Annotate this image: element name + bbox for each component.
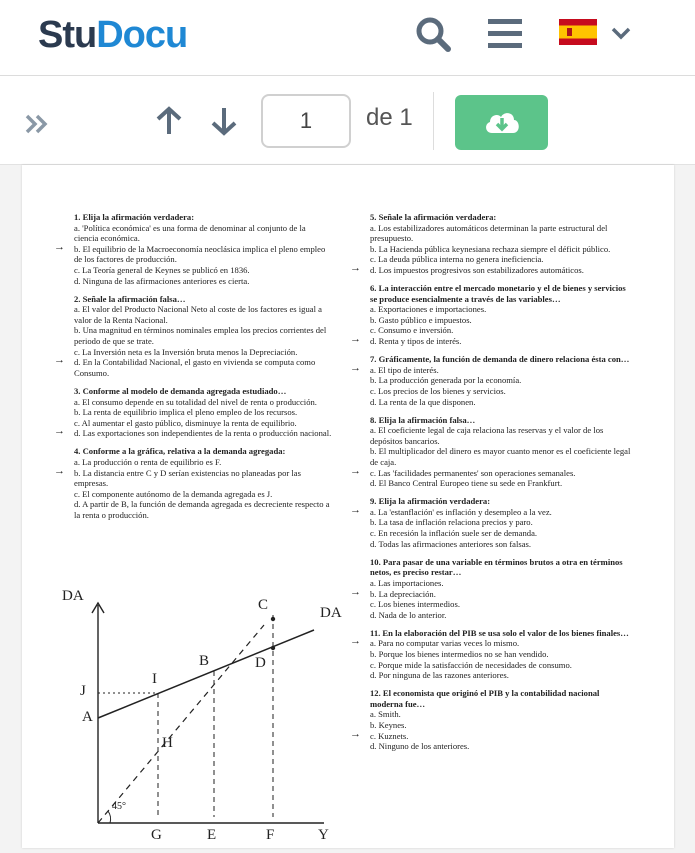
handwritten-arrow-icon: → — [54, 240, 65, 253]
label-c: C — [258, 597, 269, 613]
label-da-axis: DA — [62, 588, 84, 604]
menu-icon[interactable] — [487, 17, 523, 56]
angle-arc — [108, 811, 111, 823]
label-e: E — [207, 827, 217, 843]
point-d — [271, 646, 275, 650]
label-f: F — [266, 827, 275, 843]
question-5: 5. Señale la afirmación verdadera: a. Los estabilizadores automáticos determinan la parte estructural del presupuesto. b. La Hacienda pública keynesiana rechaza siempre el déficit público. c. La deuda pública interna no genera ineficiencia. → d. Los impuestos progresivos son estabilizadores automáticos. — [350, 212, 611, 275]
label-da-line: DA — [320, 605, 342, 621]
toolbar-divider — [433, 92, 434, 150]
question-3: 3. Conforme al modelo de demanda agregada estudiado… a. El consumo depende en su totalidad del nivel de renta o producción. b. La renta de equilibrio implica el pleno empleo de los recursos. c. Al aumentar el gasto público, disminuye la renta de equilibrio. → d. Las exportaciones son independientes de la renta o producción nacional. — [54, 385, 332, 439]
left-column — [54, 212, 332, 528]
handwritten-arrow-icon: → — [350, 361, 361, 374]
45-degree-line — [98, 625, 264, 823]
question-4: 4. Conforme a la gráfica, relativa a la demanda agregada: a. La producción o renta de equilibrio es F. → b. La distancia entre C y D serían existencias no planeadas por las empresas. c. El componente autónomo de la demanda agregada es J. d. A partir de B, la función de demanda agregada es decreciente respecto a la renta o producción. — [54, 446, 330, 520]
cloud-download-icon — [482, 107, 522, 142]
question-8: 8. Elija la afirmación falsa… a. El coeficiente legal de caja relaciona las reservas y el valor de los depósitos bancarios. b. El multiplicador del dinero es mayor cuanto menor es el coeficiente legal de caja. → c. Las 'facilidades permanentes' son operaciones semanales. d. El Banco Central Europeo tiene su sede en Frankfurt. — [350, 414, 631, 489]
label-angle: 45° — [112, 801, 126, 812]
point-c — [271, 617, 275, 621]
page-total-label: de 1 — [366, 104, 413, 131]
handwritten-arrow-icon: → — [54, 464, 65, 477]
document-page — [22, 165, 674, 848]
question-10: 10. Para pasar de una variable en términos brutos a otra en términos netos, es preciso restar… a. Las importaciones. → b. La depreciación. c. Los bienes intermedios. d. Nada de lo anterior. — [350, 556, 623, 620]
handwritten-arrow-icon: → — [350, 464, 361, 477]
label-g: G — [151, 827, 162, 843]
arrow-up-icon[interactable] — [154, 105, 184, 142]
label-i: I — [152, 671, 157, 687]
label-y: Y — [318, 827, 329, 843]
label-d: D — [255, 655, 266, 671]
label-a: A — [82, 709, 93, 725]
question-1: 1. Elija la afirmación verdadera: a. 'Política económica' es una forma de denominar al conjunto de la ciencia económica. → b. El equilibrio de la Macroeconomía neoclásica implica el pleno empleo de los factores de producción. c. La Teoría general de Keynes se publicó en 1836. d. Ninguna de las afirmaciones anteriores es cierta. — [54, 212, 326, 286]
aggregate-demand-graph — [52, 585, 352, 848]
arrow-down-icon[interactable] — [209, 105, 239, 142]
handwritten-arrow-icon: → — [350, 261, 361, 274]
label-j: J — [80, 683, 86, 699]
da-line — [98, 630, 314, 718]
page-number-input[interactable]: 1 — [261, 94, 351, 148]
handwritten-arrow-icon: → — [54, 354, 65, 367]
handwritten-arrow-icon: → — [350, 333, 361, 346]
chevron-down-icon[interactable] — [611, 26, 631, 45]
top-header — [0, 0, 695, 76]
question-11: 11. En la elaboración del PIB se usa solo el valor de los bienes finales… → a. Para no computar varias veces lo mismo. b. Porque los bienes intermedios no se han vendido. c. Porque mide la satisfacción de necesidades de consumo. d. Por ninguna de las razones anteriores. — [350, 627, 629, 681]
handwritten-arrow-icon: → — [54, 425, 65, 438]
question-12: 12. El economista que originó el PIB y la contabilidad nacional moderna fue… a. Smith. b. Keynes. → c. Kuznets. d. Ninguno de los anteriores. — [350, 688, 600, 752]
graph-drawing — [52, 585, 352, 848]
handwritten-arrow-icon: → — [350, 727, 361, 740]
label-h: H — [162, 735, 173, 751]
handwritten-arrow-icon: → — [350, 585, 361, 598]
handwritten-arrow-icon: → — [350, 635, 361, 648]
question-6: 6. La interacción entre el mercado monetario y el de bienes y servicios se produce esencialmente a través de las variables… a. Exportaciones e importaciones. b. Gasto público e impuestos. c. Consumo e inversión. → d. Renta y tipos de interés. — [350, 283, 626, 347]
download-button[interactable] — [455, 95, 548, 150]
search-icon[interactable] — [414, 16, 454, 61]
question-2: 2. Señale la afirmación falsa… a. El valor del Producto Nacional Neto al coste de los factores es igual a valor de la Renta Nacional. b. Una magnitud en términos nominales emplea los precios corrientes del periodo de que se trate. c. La Inversión neta es la Inversión bruta menos la Depreciación. → d. En la Contabilidad Nacional, el gasto en vivienda se computa como Consumo. — [54, 293, 327, 378]
label-b: B — [199, 653, 210, 669]
studocu-logo[interactable]: StuDocu — [38, 14, 188, 56]
handwritten-arrow-icon: → — [350, 503, 361, 516]
question-9: 9. Elija la afirmación verdadera: → a. La 'estanflación' es inflación y desempleo a la vez. b. La tasa de inflación relaciona precios y paro. c. En recesión la inflación suele ser de demanda. d. Todas las afirmaciones anteriores son falsas. — [350, 496, 552, 549]
right-column — [350, 212, 633, 759]
expand-icon[interactable] — [24, 113, 50, 140]
spain-flag-icon[interactable] — [559, 19, 597, 50]
question-7: 7. Gráficamente, la función de demanda de dinero relaciona ésta con… → a. El tipo de interés. b. La producción generada por la economía. c. Los precios de los bienes y servicios. d. La renta de la que disponen. — [350, 354, 630, 407]
